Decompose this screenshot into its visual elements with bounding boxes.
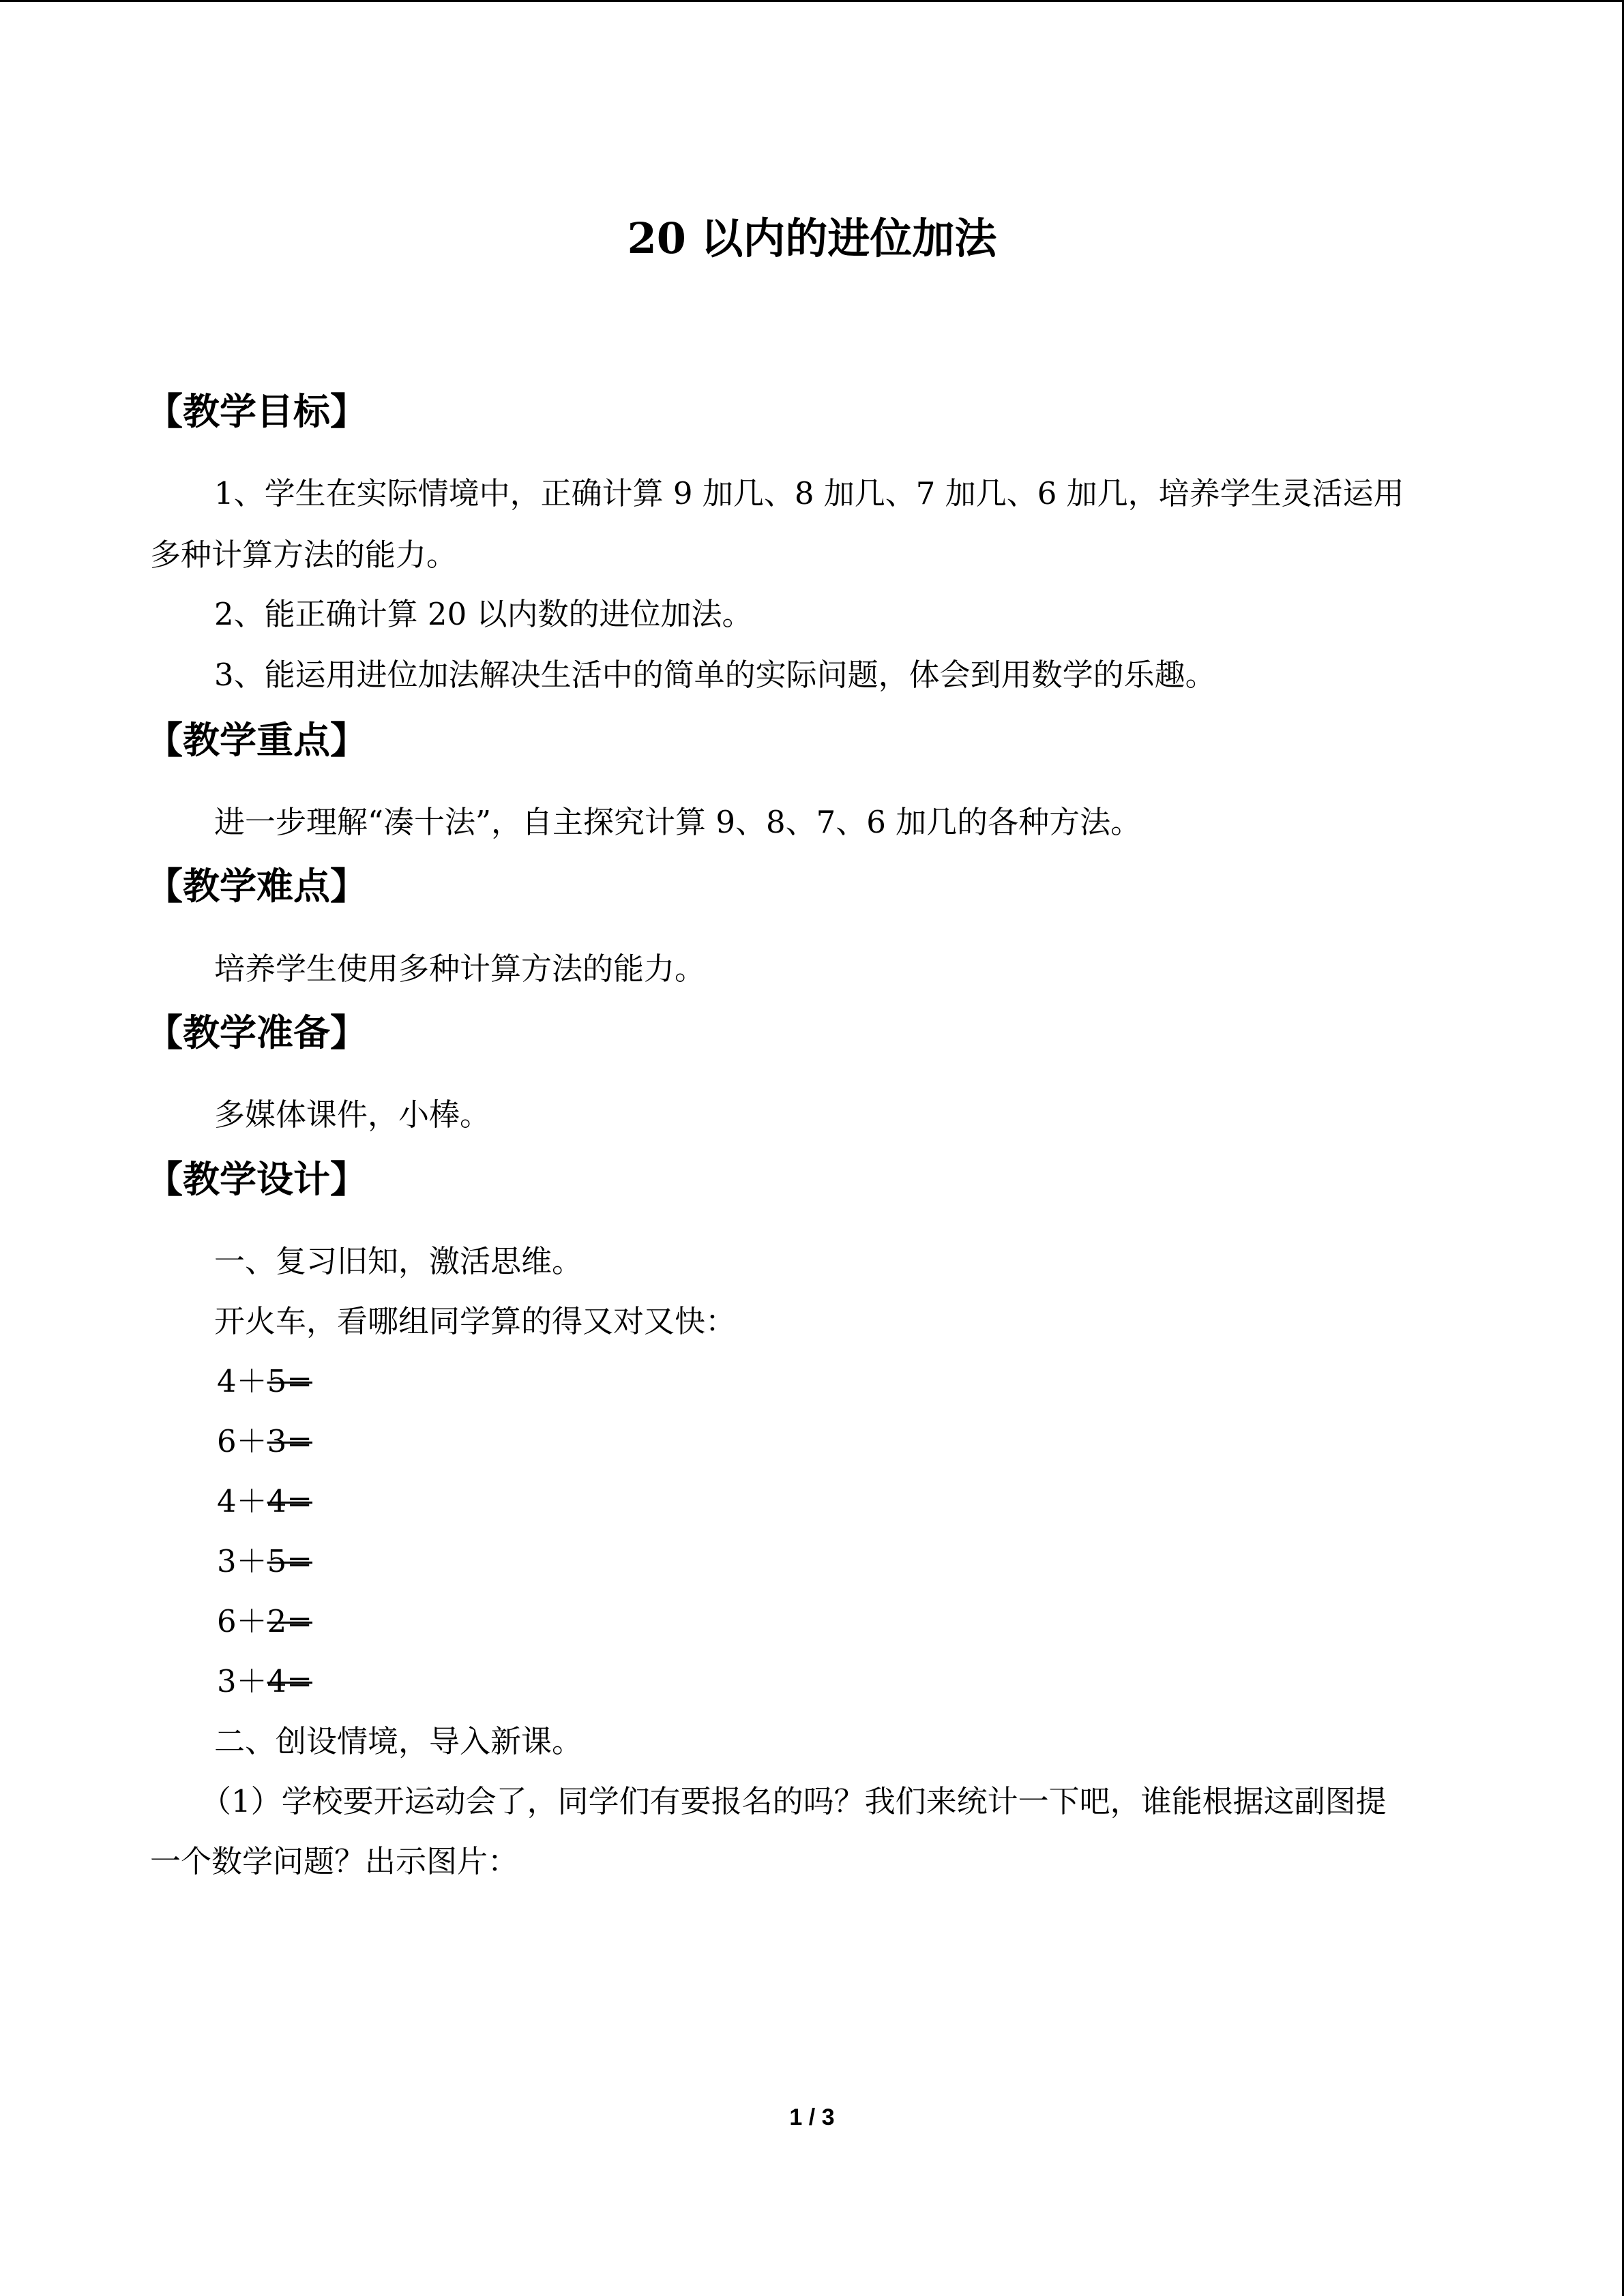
exercise-struck-part: 2= — [267, 1603, 312, 1639]
heading-key-points: 【教学重点】 — [146, 718, 367, 762]
objective-1-line-1: 1、学生在实际情境中，正确计算 9 加几、8 加几、7 加几、6 加几，培养学生灵活运用 — [214, 475, 1404, 511]
exercise-lead: 6＋ — [217, 1603, 267, 1639]
difficulties-text: 培养学生使用多种计算方法的能力。 — [214, 951, 706, 987]
exercise-5 — [217, 1601, 312, 1642]
exercise-lead: 6＋ — [217, 1423, 267, 1459]
exercise-3 — [217, 1481, 312, 1522]
exercise-struck-part: 5= — [267, 1543, 312, 1579]
exercise-struck-part: 5= — [267, 1363, 312, 1399]
design-step-2: 二、创设情境，导入新课。 — [214, 1723, 583, 1759]
objective-2: 2、能正确计算 20 以内数的进位加法。 — [214, 596, 753, 632]
design-step-1-intro: 开火车，看哪组同学算的得又对又快： — [214, 1303, 737, 1339]
exercise-struck-part: 3= — [267, 1423, 312, 1459]
page-number: 1 / 3 — [789, 2104, 835, 2130]
heading-difficulties: 【教学难点】 — [146, 864, 367, 908]
exercise-lead: 3＋ — [217, 1543, 267, 1579]
heading-objectives: 【教学目标】 — [146, 389, 367, 433]
design-step-2-question-line-2: 一个数学问题？出示图片： — [150, 1843, 519, 1879]
page-border-top — [0, 0, 1624, 2]
exercise-lead: 4＋ — [217, 1483, 267, 1519]
design-step-2-question-line-1: （1）学校要开运动会了，同学们有要报名的吗？我们来统计一下吧，谁能根据这副图提 — [201, 1783, 1387, 1819]
objective-1-line-2: 多种计算方法的能力。 — [150, 537, 458, 573]
objective-3: 3、能运用进位加法解决生活中的简单的实际问题，体会到用数学的乐趣。 — [214, 657, 1216, 693]
exercise-struck-part: 4= — [267, 1663, 312, 1699]
preparation-text: 多媒体课件，小棒。 — [214, 1097, 491, 1133]
key-points-text: 进一步理解“凑十法”，自主探究计算 9、8、7、6 加几的各种方法。 — [214, 804, 1142, 840]
exercise-struck-part: 4= — [267, 1483, 312, 1519]
exercise-lead: 4＋ — [217, 1363, 267, 1399]
exercise-4 — [217, 1541, 312, 1582]
document-title: 20 以内的进位加法 — [627, 213, 997, 263]
design-step-1: 一、复习旧知，激活思维。 — [214, 1243, 583, 1279]
exercise-1 — [217, 1361, 312, 1402]
exercise-6 — [217, 1661, 312, 1702]
exercise-2 — [217, 1421, 312, 1462]
heading-design: 【教学设计】 — [146, 1157, 367, 1201]
exercise-lead: 3＋ — [217, 1663, 267, 1699]
heading-preparation: 【教学准备】 — [146, 1011, 367, 1054]
